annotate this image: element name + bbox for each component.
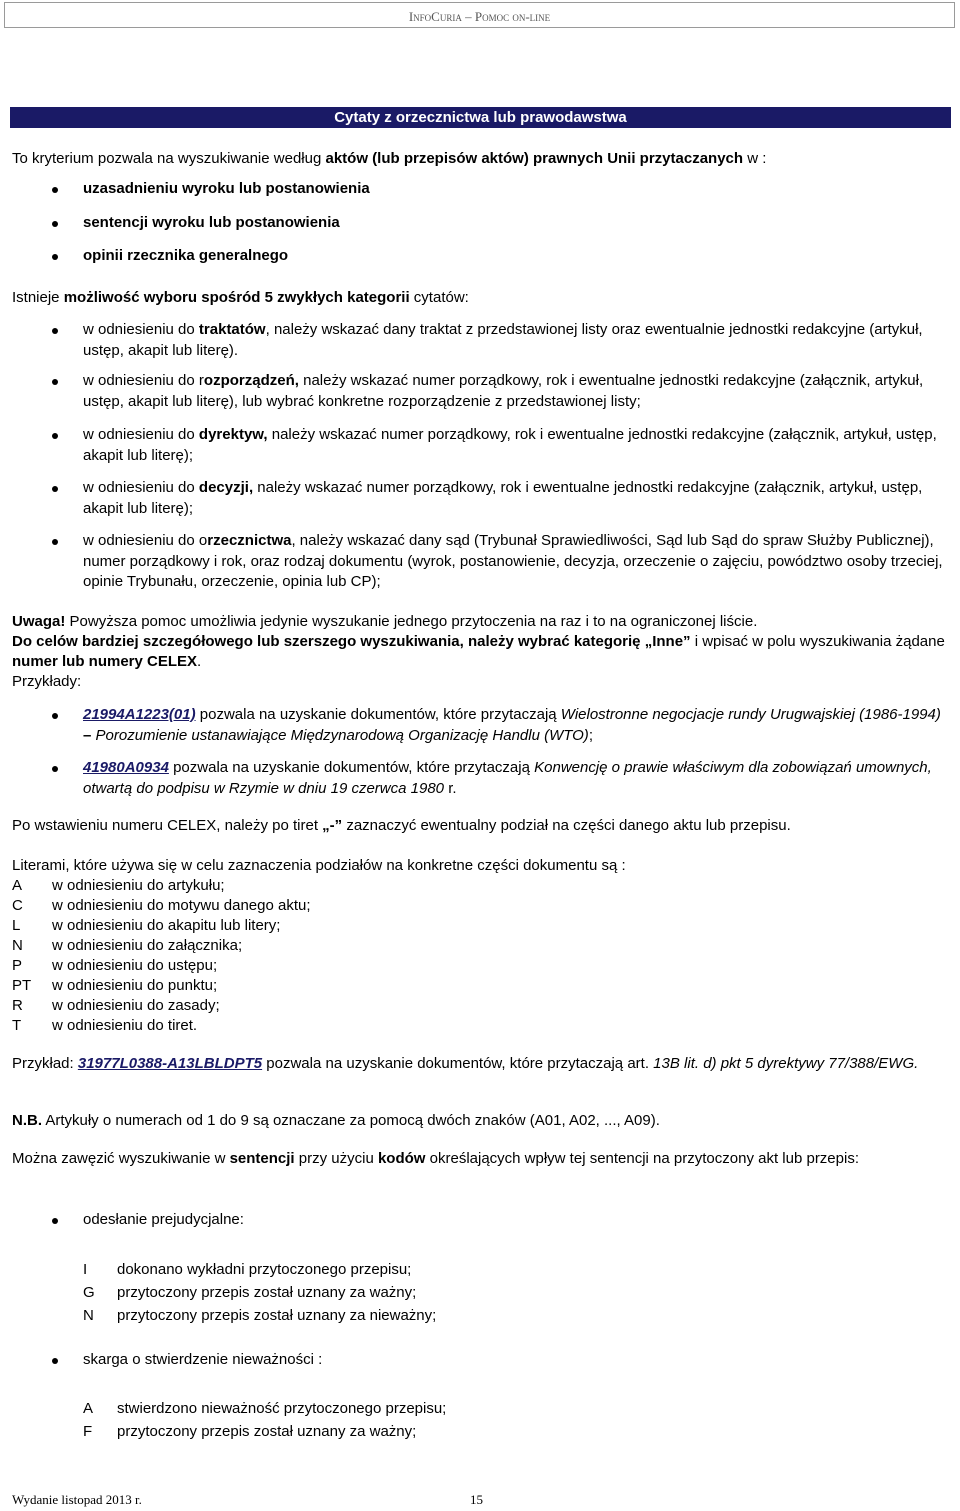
- bullet-icon: [52, 713, 58, 719]
- bullet-icon: [52, 539, 58, 545]
- bullet-icon: [52, 433, 58, 439]
- source-item: sentencji wyroku lub postanowienia: [83, 214, 340, 231]
- letter-row: C w odniesieniu do motywu danego aktu;: [12, 897, 311, 914]
- bullet-icon: [52, 221, 58, 227]
- example-paragraph: Przykład: 31977L0388-A13LBLDPT5 pozwala na uzyskanie dokumentów, które przytaczają art. 13B lit. d) pkt 5 dyrektywy 77/388/EWG.: [12, 1055, 919, 1072]
- celex-split-paragraph: Po wstawieniu numeru CELEX, należy po tiret „-” zaznaczyć ewentualny podział na części danego aktu lub przepisu.: [12, 817, 791, 834]
- example-item: 21994A1223(01) pozwala na uzyskanie dokumentów, które przytaczają Wielostronne negocjacje rundy Urugwajskiej (1986-1994) – Porozumienie ustanawiające Międzynarodową Organizację Handlu (WTO);: [83, 706, 941, 744]
- code-row: N przytoczony przepis został uznany za nieważny;: [83, 1307, 437, 1324]
- footer-edition: Wydanie listopad 2013 r.: [12, 1492, 142, 1507]
- bullet-icon: [52, 328, 58, 334]
- intro-paragraph: To kryterium pozwala na wyszukiwanie według aktów (lub przepisów aktów) prawnych Unii przytaczanych w :: [12, 150, 767, 167]
- section-banner: Cytaty z orzecznictwa lub prawodawstwa: [10, 107, 951, 128]
- warning-paragraph: Uwaga! Powyższa pomoc umożliwia jedynie wyszukanie jednego przytoczenia na raz i to na ograniczonej liście. Do celów bardziej szczegółowego lub szerszego wyszukiwania, należy wybrać kategorię „Inne” i wpisać w polu wyszukiwania żądane numer lub numery CELEX. Przykłady:: [12, 613, 945, 690]
- page-header: [4, 2, 955, 28]
- category-directives: w odniesieniu do dyrektyw, należy wskazać numer porządkowy, rok i ewentualne jednostki redakcyjne (załącznik, artykuł, ustęp, akapit lub literę);: [83, 426, 937, 464]
- category-decisions: w odniesieniu do decyzji, należy wskazać numer porządkowy, rok i ewentualne jednostki redakcyjne (załącznik, artykuł, ustęp, akapit lub literę);: [83, 479, 923, 517]
- example-item: 41980A0934 pozwala na uzyskanie dokumentów, które przytaczają Konwencję o prawie właściwym dla zobowiązań umownych, otwartą do podpisu w Rzymie w dniu 19 czerwca 1980 r.: [83, 759, 932, 797]
- category-regulations: w odniesieniu do rozporządzeń, należy wskazać numer porządkowy, rok i ewentualne jednostki redakcyjne (załącznik, artykuł, ustęp, akapit lub literę), lub wybrać konkretne rozporządzenie z przedstawionej listy;: [83, 372, 924, 410]
- letters-intro: Literami, które używa się w celu zaznaczenia podziałów na konkretne części dokumentu są :: [12, 857, 626, 874]
- letter-row: T w odniesieniu do tiret.: [12, 1017, 198, 1034]
- bullet-icon: [52, 1358, 58, 1364]
- bullet-icon: [52, 187, 58, 193]
- annul-label: skarga o stwierdzenie nieważności :: [83, 1351, 323, 1368]
- bullet-icon: [52, 1218, 58, 1224]
- category-case-law: w odniesieniu do orzecznictwa, należy wskazać dany sąd (Trybunał Sprawiedliwości, Sąd lub Sąd do spraw Służby Publicznej), numer porządkowy i rok, oraz rodzaj dokumentu (wyrok, postanowienie, decyzja, orzeczenie o zajęciu, powództwo osoby trzeciej, opinie Trybunału, orzeczenie, opinia lub CP);: [83, 532, 943, 590]
- categories-intro: Istnieje możliwość wyboru spośród 5 zwykłych kategorii cytatów:: [12, 289, 469, 306]
- letter-row: A w odniesieniu do artykułu;: [12, 877, 225, 894]
- page-number: 15: [470, 1492, 483, 1507]
- code-row: F przytoczony przepis został uznany za ważny;: [83, 1423, 417, 1440]
- bullet-icon: [52, 486, 58, 492]
- bullet-icon: [52, 254, 58, 260]
- source-item: uzasadnieniu wyroku lub postanowienia: [83, 180, 370, 197]
- nb-paragraph: N.B. Artykuły o numerach od 1 do 9 są oznaczane za pomocą dwóch znaków (A01, A02, ..., A09).: [12, 1112, 660, 1129]
- category-treaties: w odniesieniu do traktatów, należy wskazać dany traktat z przedstawionej listy oraz ewentualnie jednostki redakcyjne (artykuł, ustęp, akapit lub literę).: [83, 321, 923, 359]
- code-row: G przytoczony przepis został uznany za ważny;: [83, 1284, 417, 1301]
- header-title: InfoCuria – Pomoc on-line: [408, 9, 551, 24]
- ref-label: odesłanie prejudycjalne:: [83, 1211, 244, 1228]
- letter-row: N w odniesieniu do załącznika;: [12, 937, 243, 954]
- code-row: I dokonano wykładni przytoczonego przepisu;: [83, 1261, 412, 1278]
- letter-row: L w odniesieniu do akapitu lub litery;: [12, 917, 281, 934]
- restrict-paragraph: Można zawęzić wyszukiwanie w sentencji przy użyciu kodów określających wpływ tej sentencji na przytoczony akt lub przepis:: [12, 1150, 859, 1167]
- letter-row: P w odniesieniu do ustępu;: [12, 957, 218, 974]
- code-row: A stwierdzono nieważność przytoczonego przepisu;: [83, 1400, 447, 1417]
- letter-row: R w odniesieniu do zasady;: [12, 997, 220, 1014]
- bullet-icon: [52, 379, 58, 385]
- bullet-icon: [52, 766, 58, 772]
- source-item: opinii rzecznika generalnego: [83, 247, 289, 264]
- letter-row: PT w odniesieniu do punktu;: [12, 977, 218, 994]
